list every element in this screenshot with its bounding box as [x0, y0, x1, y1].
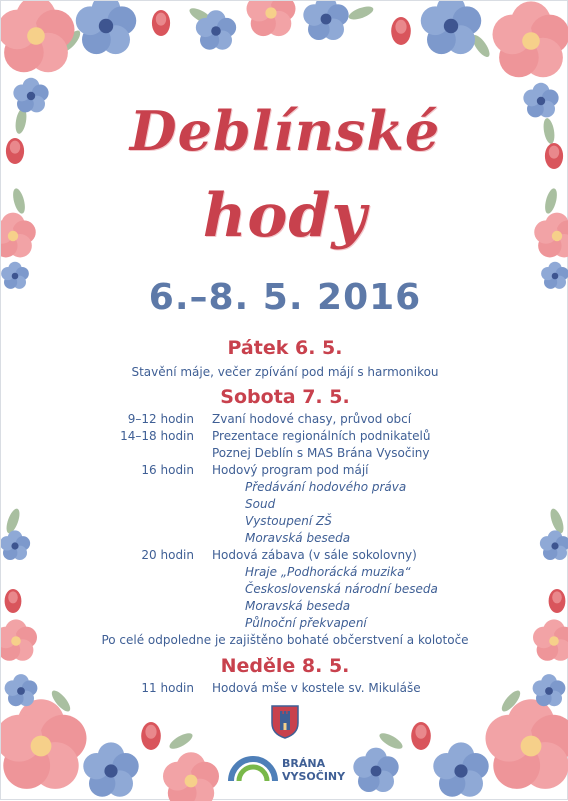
program-item: Půlnoční překvapení: [245, 616, 367, 630]
schedule-item: Poznej Deblín s MAS Brána Vysočiny: [212, 446, 430, 460]
schedule-item: Hodová zábava (v sále sokolovny): [212, 548, 417, 562]
schedule-time: 9–12 hodin: [127, 412, 194, 426]
schedule-time: 20 hodin: [141, 548, 194, 562]
program-item: Hraje „Podhorácká muzika“: [245, 565, 411, 579]
coat-of-arms-icon: [271, 705, 299, 739]
program-item: Předávání hodového práva: [245, 480, 407, 494]
event-title-line2: hody: [202, 181, 368, 251]
event-date: 6.–8. 5. 2016: [148, 277, 422, 318]
schedule-time: 14–18 hodin: [120, 429, 194, 443]
schedule-item: Hodový program pod májí: [212, 463, 369, 477]
program-item: Soud: [245, 497, 276, 511]
saturday-heading: Sobota 7. 5.: [220, 386, 350, 408]
program-item: Československá národní beseda: [245, 582, 438, 596]
schedule-item: Zvaní hodové chasy, průvod obcí: [212, 412, 412, 426]
friday-heading: Pátek 6. 5.: [227, 337, 343, 359]
right-flowers: [533, 187, 568, 661]
schedule-time: 16 hodin: [141, 463, 194, 477]
logo-text-line1: BRÁNA: [282, 757, 326, 770]
brana-vysociny-logo-icon: [227, 753, 279, 783]
logo-text-line2: VYSOČINY: [282, 770, 346, 783]
program-item: Vystoupení ZŠ: [245, 514, 332, 528]
sunday-heading: Neděle 8. 5.: [220, 655, 350, 677]
program-item: Moravská beseda: [245, 531, 351, 545]
left-flowers: [1, 187, 37, 661]
friday-line: Stavění máje, večer zpívání pod májí s harmonikou: [131, 365, 439, 379]
event-title-line1: Deblínské: [129, 99, 441, 163]
program-item: Moravská beseda: [245, 599, 351, 613]
schedule-time: 11 hodin: [141, 681, 194, 695]
refreshment-note: Po celé odpoledne je zajištěno bohaté občerstvení a kolotoče: [101, 633, 469, 647]
schedule-item: Prezentace regionálních podnikatelů: [212, 429, 431, 443]
schedule-item: Hodová mše v kostele sv. Mikuláše: [212, 681, 421, 695]
